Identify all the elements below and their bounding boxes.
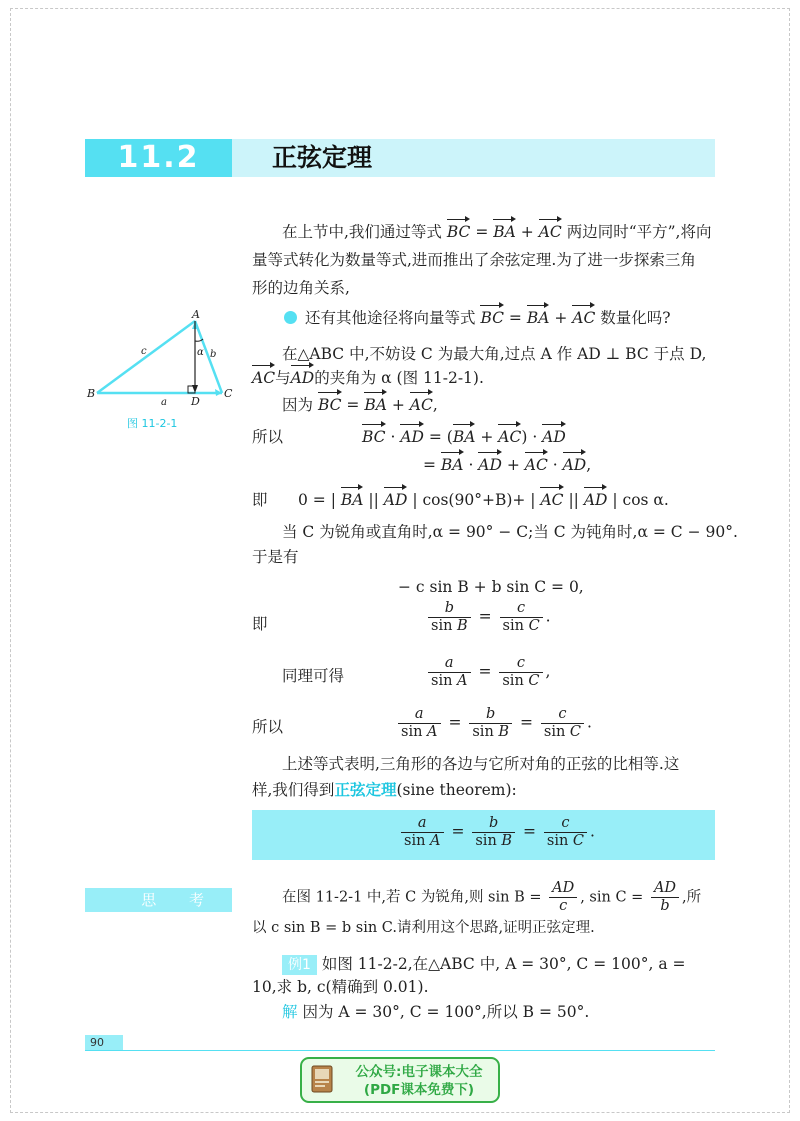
think-line-1: 在图 11-2-1 中,若 C 为锐角,则 sin B = $\frac{AD}{c}$ , sin C = $\frac{AD}{b}$ ,所 [282,880,702,914]
example-badge: 例1 [282,955,317,975]
intro-line-2: 量等式转化为数量等式,进而推出了余弦定理.为了进一步探索三角 [252,251,696,269]
side-c-label: c [141,346,147,357]
derivation-line-2: = BA · AD + AC · AD, [423,451,591,479]
intro-line-1: 在上节中,我们通过等式 BC = BA + AC 两边同时“平方”,将向 [282,218,711,246]
example-line-2: 10,求 b, c(精确到 0.01). [252,978,429,996]
term-sine-theorem: 正弦定理 [334,781,397,799]
label-suoyi-1: 所以 [252,428,284,446]
equation-a-c: $\frac{a}{\text{sin A}}$ = $\frac{c}{\text{sin C}}$ , [425,655,550,690]
conclusion-line-1: 上述等式表明,三角形的各边与它所对角的正弦的比相等.这 [282,755,680,773]
book-icon [310,1064,336,1096]
watermark-badge [300,1057,500,1103]
think-label: 思 考 [85,888,232,912]
yushi-line: 于是有 [252,548,299,566]
footer-rule [85,1050,715,1051]
derivation-line-1: BC · AD = (BA + AC) · AD [362,423,566,451]
section-number: 11.2 [85,139,232,177]
angle-alpha-label: α [197,347,204,358]
label-ji-1: 即 [252,491,268,509]
example-line-1: 例1 如图 11-2-2,在△ABC 中, A = 30°, C = 100°, a = [282,950,685,978]
solution-line: 解 因为 A = 30°, C = 100°,所以 B = 50°. [282,1003,590,1021]
solution-label: 解 [282,1003,298,1021]
vertex-b-label: B [87,387,96,400]
vertex-c-label: C [224,387,233,400]
derivation-line-3: 0 = | BA || AD | cos(90°+B)+ | AC || AD | cos α. [298,486,669,514]
figure-caption: 图 11-2-1 [127,417,178,430]
think-line-2: 以 c sin B = b sin C.请利用这个思路,证明正弦定理. [252,920,595,936]
label-ji-2: 即 [252,615,268,633]
vertex-a-label: A [192,308,200,321]
bullet-icon [284,311,297,324]
setup-line-3: 因为 BC = BA + AC, [282,391,438,419]
label-suoyi-2: 所以 [252,718,284,736]
case-line: 当 C 为锐角或直角时,α = 90° − C;当 C 为钝角时,α = C − 90°. [282,523,738,541]
setup-line-1: 在△ABC 中,不妨设 C 为最大角,过点 A 作 AD ⊥ BC 于点 D, [282,345,707,363]
side-b-label: b [210,349,217,360]
page-number: 90 [85,1035,123,1051]
intro-line-3: 形的边角关系, [252,279,350,297]
equation-all: $\frac{a}{\text{sin A}}$ = $\frac{b}{\text{sin B}}$ = $\frac{c}{\text{sin C}}$ . [395,706,592,741]
triangle-figure [85,305,245,415]
label-tongli: 同理可得 [282,667,345,685]
section-title: 正弦定理 [272,143,373,172]
equation-b-c: $\frac{b}{\text{sin B}}$ = $\frac{c}{\text{sin C}}$ . [425,600,551,635]
setup-line-2: AC与AD的夹角为 α (图 11-2-1). [252,364,484,392]
question-line: 还有其他途径将向量等式 BC = BA + AC 数量化吗? [284,304,671,332]
conclusion-line-2: 样,我们得到正弦定理(sine theorem): [252,781,517,799]
watermark-text: 公众号:电子课本大全 (PDF课本免费下) [355,1064,483,1098]
vertex-d-label: D [191,395,200,408]
theorem-equation: $\frac{a}{\text{sin A}}$ = $\frac{b}{\text{sin B}}$ = $\frac{c}{\text{sin C}}$ . [398,815,595,850]
equation-cos: − c sin B + b sin C = 0, [398,578,584,596]
side-a-label: a [161,397,167,408]
